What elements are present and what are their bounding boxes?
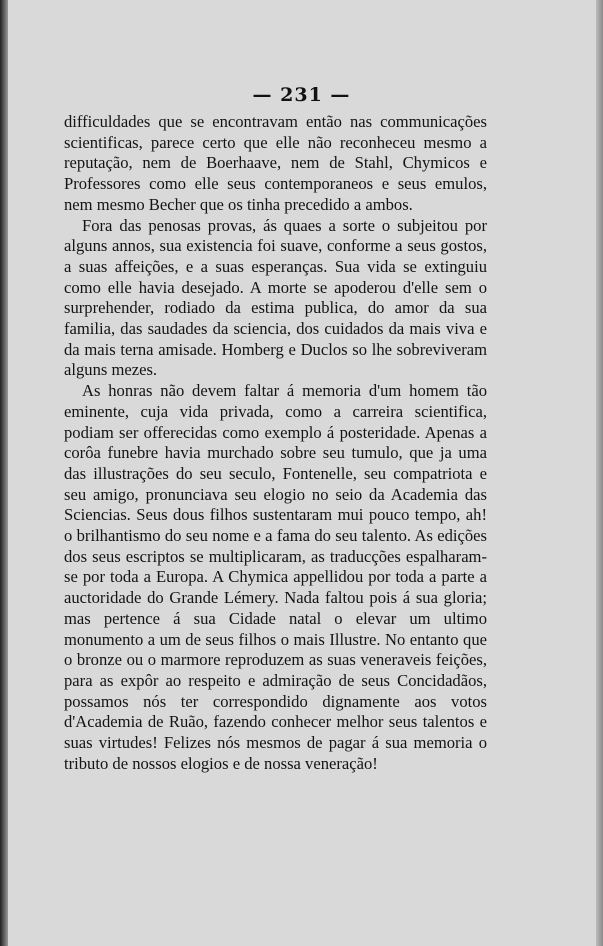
paragraph-continued: difficuldades que se encontravam então nas communicações scientificas, parece certo que elle não reconheceu mesmo a reputação, nem de Boerhaave, nem de Stahl, Chymicos e Professores como elle seus contemporaneos e seus emulos, nem mesmo Becher que os tinha precedido a ambos. [64, 112, 487, 214]
paragraph: As honras não devem faltar á memoria d'um homem tão eminente, cuja vida privada, como a carreira scientifica, podiam ser offerecidas como exemplo á posteridade. Apenas a corôa funebre havia murchado sobre seu tumulo, que ja uma das illustrações do seu seculo, Fontenelle, seu compatriota e seu amigo, pronunciava seu elogio no seio da Academia das Sciencias. Seus dous filhos sustentaram mui pouco tempo, ah! o brilhantismo do seu nome e a fama do seu talento. As edições dos seus escriptos se multiplicaram, as traducções espalharam-se por toda a Europa. A Chymica appellidou por toda a parte a auctoridade do Grande Lémery. Nada faltou pois á sua gloria; mas pertence á sua Cidade natal o elevar um ultimo monumento a um de seus filhos o mais Illustre. No entanto que o bronze ou o marmore reproduzem as suas veneraveis feições, para as expôr ao respeito e admiração de seus Concidadãos, possamos nós ter correspondido dignamente aos votos d'Academia de Ruão, fazendo conhecer melhor seus talentos e suas virtudes! Felizes nós mesmos de pagar á sua memoria o tributo de nossos elogios e de nossa veneração! [64, 381, 487, 773]
page-number: — 231 — [252, 84, 351, 106]
page-body [64, 112, 487, 775]
paragraph: Fora das penosas provas, ás quaes a sorte o subjeitou por alguns annos, sua existencia foi suave, conforme a seus gostos, a suas affeições, e a suas esperanças. Sua vida se extinguiu como elle havia desejado. A morte se apoderou d'elle sem o surprehender, rodiado da estima publica, do amor da sua familia, das saudades da sciencia, dos cuidados da mais viva e da mais terna amisade. Homberg e Duclos so lhe sobreviveram alguns mezes. [64, 215, 487, 380]
page-edge [596, 0, 603, 946]
book-gutter [0, 0, 8, 946]
